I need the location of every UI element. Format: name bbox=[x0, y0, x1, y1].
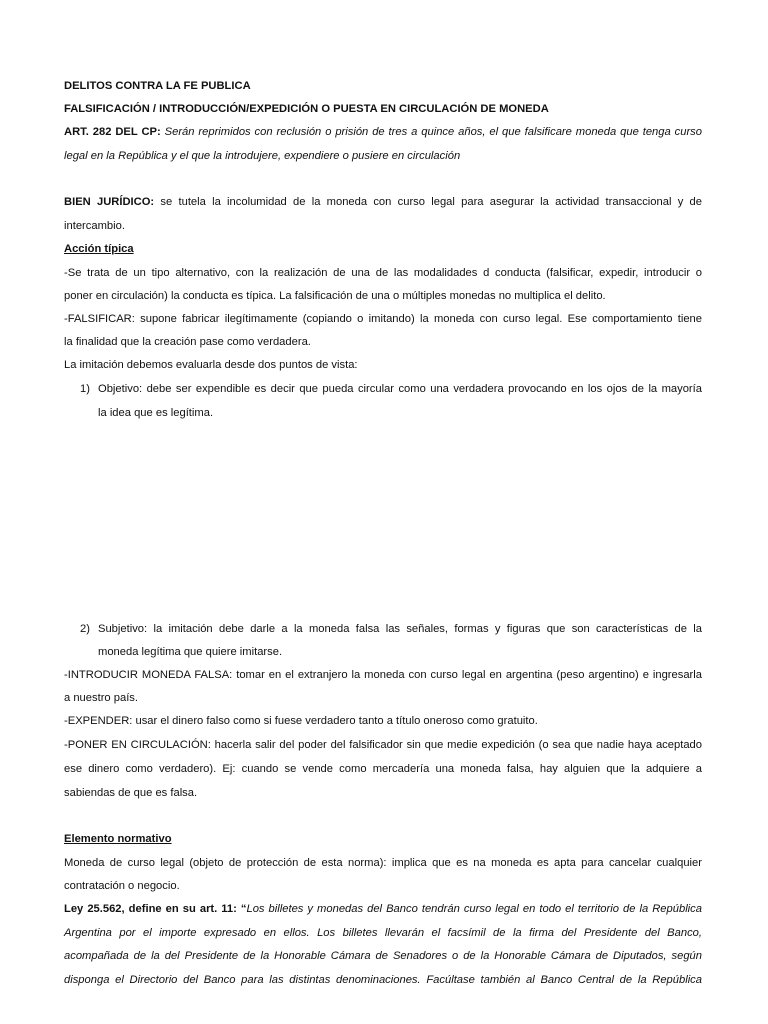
paragraph-line: contratación o negocio. bbox=[64, 880, 180, 892]
document-subtitle: FALSIFICACIÓN / INTRODUCCIÓN/EXPEDICIÓN O PUESTA EN CIRCULACIÓN DE MONEDA bbox=[64, 103, 549, 115]
document-title: DELITOS CONTRA LA FE PUBLICA bbox=[64, 80, 251, 92]
paragraph-line: la finalidad que la creación pase como verdadera. bbox=[64, 336, 311, 348]
paragraph-line: La imitación debemos evaluarla desde dos puntos de vista: bbox=[64, 359, 358, 371]
article-label: ART. 282 DEL CP: bbox=[64, 126, 161, 138]
ley-line: acompañada de la del Presidente de la Honorable Cámara de Senadores o de la Honorable Cámara de Diputados, según bbox=[64, 950, 702, 962]
paragraph-line: -PONER EN CIRCULACIÓN: hacerla salir del poder del falsificador sin que medie expedición (o sea que nadie haya aceptado bbox=[64, 739, 702, 751]
ley-line: Argentina por el importe expresado en ellos. Los billetes llevarán el facsímil de la firma del Presidente del Banco, bbox=[64, 927, 702, 939]
list-item-text: la idea que es legítima. bbox=[98, 407, 214, 419]
paragraph-line: -EXPENDER: usar el dinero falso como si fuese verdadero tanto a título oneroso como gratuito. bbox=[64, 715, 538, 727]
list-item-text: Objetivo: debe ser expendible es decir que pueda circular como una verdadera provocando en los ojos de la mayoría bbox=[98, 383, 702, 395]
list-item-text: Subjetivo: la imitación debe darle a la moneda falsa las señales, formas y figuras que son características de la bbox=[98, 623, 702, 635]
ley-line-1 bbox=[64, 901, 702, 917]
elemento-normativo-heading: Elemento normativo bbox=[64, 833, 172, 845]
paragraph-line: a nuestro país. bbox=[64, 692, 139, 704]
article-line-1 bbox=[64, 124, 702, 140]
article-line-2: legal en la República y el que la introdujere, expendiere o pusiere en circulación bbox=[64, 150, 461, 162]
bien-juridico-line-1 bbox=[64, 194, 702, 210]
paragraph-line: -INTRODUCIR MONEDA FALSA: tomar en el extranjero la moneda con curso legal en argentina (peso argentino) e ingresarla bbox=[64, 669, 702, 681]
bien-juridico-label: BIEN JURÍDICO: bbox=[64, 196, 155, 208]
list-number: 1) bbox=[80, 383, 90, 395]
bien-juridico-line-2: intercambio. bbox=[64, 220, 125, 232]
ley-label: Ley 25.562, define en su art. 11: “ bbox=[64, 903, 247, 915]
paragraph-line: sabiendas de que es falsa. bbox=[64, 787, 198, 799]
bien-juridico-text: se tutela la incolumidad de la moneda con curso legal para asegurar la actividad transaccional y de bbox=[160, 196, 702, 208]
ley-text: Los billetes y monedas del Banco tendrán curso legal en todo el territorio de la República bbox=[246, 903, 702, 915]
paragraph-line: ese dinero como verdadero). Ej: cuando se vende como mercadería una moneda falsa, hay alguien que la adquiere a bbox=[64, 763, 702, 775]
paragraph-line: -FALSIFICAR: supone fabricar ilegítimamente (copiando o imitando) la moneda con curso legal. Ese comportamiento tiene bbox=[64, 313, 702, 325]
paragraph-line: poner en circulación) la conducta es típica. La falsificación de una o múltiples monedas no multiplica el delito. bbox=[64, 290, 606, 302]
list-item-text: moneda legítima que quiere imitarse. bbox=[98, 646, 283, 658]
list-number: 2) bbox=[80, 623, 90, 635]
accion-tipica-heading: Acción típica bbox=[64, 243, 134, 255]
paragraph-line: -Se trata de un tipo alternativo, con la realización de una de las modalidades d conducta (falsificar, expedir, introducir o bbox=[64, 267, 702, 279]
paragraph-line: Moneda de curso legal (objeto de protección de esta norma): implica que es na moneda es apta para cancelar cualquier bbox=[64, 857, 702, 869]
ley-line: disponga el Directorio del Banco para las distintas denominaciones. Facúltase también al Banco Central de la República bbox=[64, 974, 702, 986]
article-text: Serán reprimidos con reclusión o prisión de tres a quince años, el que falsificare moneda que tenga curso bbox=[164, 126, 702, 138]
